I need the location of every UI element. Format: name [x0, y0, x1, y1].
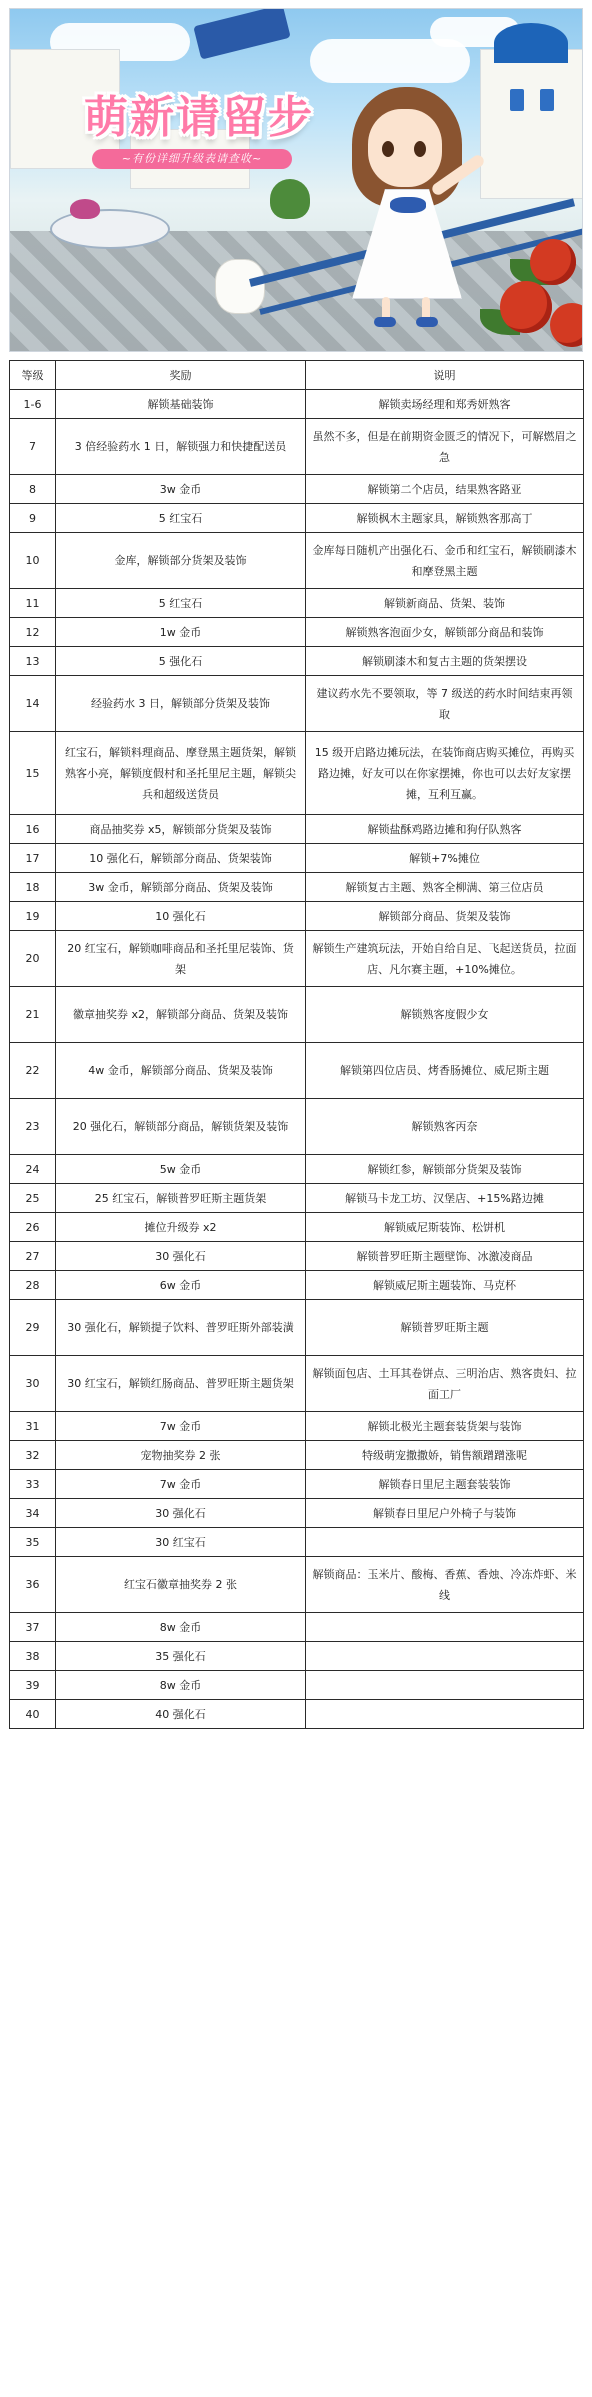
table-row [10, 390, 584, 419]
table-row [10, 1242, 584, 1271]
cell-level: 19 [10, 902, 56, 931]
cell-reward: 经验药水 3 日，解锁部分货架及装饰 [56, 676, 306, 732]
cell-reward: 7w 金币 [56, 1412, 306, 1441]
cell-reward: 红宝石徽章抽奖券 2 张 [56, 1557, 306, 1613]
cell-note [306, 1671, 584, 1700]
cell-reward: 红宝石，解锁料理商品、摩登黑主题货架，解锁熟客小亮，解锁度假村和圣托里尼主题，解锁尖兵和超级送货员 [56, 732, 306, 815]
cell-level: 33 [10, 1470, 56, 1499]
table-row [10, 1155, 584, 1184]
cell-note: 特级萌宠撒撒娇，销售额蹭蹭涨呢 [306, 1441, 584, 1470]
cell-note: 解锁第四位店员、烤香肠摊位、威尼斯主题 [306, 1043, 584, 1099]
table-row [10, 1557, 584, 1613]
cell-level: 9 [10, 504, 56, 533]
cell-note [306, 1613, 584, 1642]
cell-level: 21 [10, 987, 56, 1043]
cell-level: 29 [10, 1300, 56, 1356]
cell-note [306, 1700, 584, 1729]
table-row [10, 1528, 584, 1557]
cell-reward: 5 强化石 [56, 647, 306, 676]
table-header-row [10, 361, 584, 390]
window [540, 89, 554, 111]
cell-level: 18 [10, 873, 56, 902]
cell-note: 解锁普罗旺斯主题壁饰、冰激凌商品 [306, 1242, 584, 1271]
cell-reward: 1w 金币 [56, 618, 306, 647]
cell-note: 解锁红参，解锁部分货架及装饰 [306, 1155, 584, 1184]
cell-note: 解锁第二个店员，结果熟客路亚 [306, 475, 584, 504]
cell-level: 8 [10, 475, 56, 504]
girl-face [368, 109, 442, 187]
table-row [10, 589, 584, 618]
header-level: 等级 [10, 361, 56, 390]
cell-reward: 35 强化石 [56, 1642, 306, 1671]
banner-subtitle: ~有份详细升级表请查收~ [92, 149, 292, 169]
table-row [10, 1213, 584, 1242]
table-row [10, 987, 584, 1043]
header-reward: 奖励 [56, 361, 306, 390]
cell-level: 26 [10, 1213, 56, 1242]
level-reward-table [9, 360, 584, 1729]
cell-reward: 30 强化石，解锁提子饮料、普罗旺斯外部装潢 [56, 1300, 306, 1356]
cell-note: 金库每日随机产出强化石、金币和红宝石，解锁刷漆木和摩登黑主题 [306, 533, 584, 589]
table-row [10, 815, 584, 844]
table-row [10, 1671, 584, 1700]
cell-reward: 40 强化石 [56, 1700, 306, 1729]
cell-reward: 7w 金币 [56, 1470, 306, 1499]
cell-reward: 3w 金币 [56, 475, 306, 504]
cell-note: 解锁北极光主题套装货架与装饰 [306, 1412, 584, 1441]
cell-reward: 商品抽奖券 x5，解锁部分货架及装饰 [56, 815, 306, 844]
cell-note: 解锁复古主题、熟客全柳满、第三位店员 [306, 873, 584, 902]
cafe-table [50, 209, 170, 249]
cell-level: 14 [10, 676, 56, 732]
cell-reward: 10 强化石 [56, 902, 306, 931]
cell-level: 17 [10, 844, 56, 873]
cell-note [306, 1528, 584, 1557]
table-row [10, 1441, 584, 1470]
girl-eye [382, 141, 394, 157]
cell-reward: 徽章抽奖券 x2，解锁部分商品、货架及装饰 [56, 987, 306, 1043]
cell-level: 1-6 [10, 390, 56, 419]
cell-level: 22 [10, 1043, 56, 1099]
table-row [10, 1356, 584, 1412]
cell-reward: 6w 金币 [56, 1271, 306, 1300]
cell-reward: 30 红宝石，解锁红肠商品、普罗旺斯主题货架 [56, 1356, 306, 1412]
cell-note: 解锁威尼斯主题装饰、马克杯 [306, 1271, 584, 1300]
cell-note: 解锁卖场经理和郑秀妍熟客 [306, 390, 584, 419]
cell-note: 解锁马卡龙工坊、汉堡店、+15%路边摊 [306, 1184, 584, 1213]
cell-note: 解锁春日里尼主题套装装饰 [306, 1470, 584, 1499]
cell-reward: 30 红宝石 [56, 1528, 306, 1557]
cell-reward: 30 强化石 [56, 1499, 306, 1528]
cell-note: 解锁盐酥鸡路边摊和狗仔队熟客 [306, 815, 584, 844]
cell-level: 10 [10, 533, 56, 589]
white-dog [215, 259, 265, 314]
table-row [10, 732, 584, 815]
table-row [10, 475, 584, 504]
cell-level: 34 [10, 1499, 56, 1528]
cell-note: 解锁+7%摊位 [306, 844, 584, 873]
table-row [10, 647, 584, 676]
cell-level: 38 [10, 1642, 56, 1671]
girl-eye [414, 141, 426, 157]
cell-note: 解锁部分商品、货架及装饰 [306, 902, 584, 931]
banner-title: 萌新请留步 [84, 92, 314, 143]
cell-reward: 摊位升级券 x2 [56, 1213, 306, 1242]
cell-level: 37 [10, 1613, 56, 1642]
cell-level: 13 [10, 647, 56, 676]
blue-dome [494, 23, 568, 63]
cell-level: 28 [10, 1271, 56, 1300]
table-row [10, 533, 584, 589]
cell-reward: 5 红宝石 [56, 504, 306, 533]
cell-note: 解锁新商品、货架、装饰 [306, 589, 584, 618]
cell-reward: 3 倍经验药水 1 日，解锁强力和快捷配送员 [56, 419, 306, 475]
table-row [10, 419, 584, 475]
cell-note: 解锁威尼斯装饰、松饼机 [306, 1213, 584, 1242]
girl-shoe [416, 317, 438, 327]
table-row [10, 873, 584, 902]
table-row [10, 676, 584, 732]
cell-reward: 解锁基础装饰 [56, 390, 306, 419]
cell-reward: 30 强化石 [56, 1242, 306, 1271]
cell-level: 32 [10, 1441, 56, 1470]
cell-note: 解锁面包店、土耳其卷饼点、三明治店、熟客贵妇、拉面工厂 [306, 1356, 584, 1412]
table-row [10, 1043, 584, 1099]
cell-level: 12 [10, 618, 56, 647]
cell-note: 解锁枫木主题家具，解锁熟客那高丁 [306, 504, 584, 533]
table-row [10, 1613, 584, 1642]
blue-flag-decoration [193, 8, 290, 60]
header-note: 说明 [306, 361, 584, 390]
cell-level: 40 [10, 1700, 56, 1729]
cell-level: 36 [10, 1557, 56, 1613]
cell-reward: 8w 金币 [56, 1671, 306, 1700]
window [510, 89, 524, 111]
cell-note: 解锁普罗旺斯主题 [306, 1300, 584, 1356]
banner-illustration [9, 8, 583, 352]
cell-note: 解锁春日里尼户外椅子与装饰 [306, 1499, 584, 1528]
cell-level: 30 [10, 1356, 56, 1412]
table-row [10, 844, 584, 873]
cell-note: 虽然不多，但是在前期资金匮乏的情况下，可解燃眉之急 [306, 419, 584, 475]
cell-reward: 3w 金币，解锁部分商品、货架及装饰 [56, 873, 306, 902]
potted-plant [270, 179, 310, 219]
cell-note: 解锁熟客丙奈 [306, 1099, 584, 1155]
cell-level: 20 [10, 931, 56, 987]
cell-level: 15 [10, 732, 56, 815]
cell-note: 15 级开启路边摊玩法，在装饰商店购买摊位，再购买路边摊，好友可以在你家摆摊，你也可以去好友家摆摊，互利互赢。 [306, 732, 584, 815]
table-row [10, 902, 584, 931]
red-rose [530, 239, 576, 285]
table-row [10, 1412, 584, 1441]
cell-reward: 20 强化石，解锁部分商品，解锁货架及装饰 [56, 1099, 306, 1155]
cell-note: 解锁生产建筑玩法，开始自给自足、飞起送货员，拉面店、凡尔赛主题，+10%摊位。 [306, 931, 584, 987]
cell-reward: 5 红宝石 [56, 589, 306, 618]
table-row [10, 1099, 584, 1155]
cell-note: 解锁刷漆木和复古主题的货架摆设 [306, 647, 584, 676]
table-row [10, 1642, 584, 1671]
table-row [10, 1470, 584, 1499]
cell-level: 11 [10, 589, 56, 618]
cell-note [306, 1642, 584, 1671]
red-rose [500, 281, 552, 333]
table-row [10, 931, 584, 987]
girl-bow [390, 197, 426, 213]
table-row [10, 1184, 584, 1213]
cell-note: 解锁商品：玉米片、酸梅、香蕉、香烛、冷冻炸虾、米线 [306, 1557, 584, 1613]
cell-note: 解锁熟客泡面少女，解锁部分商品和装饰 [306, 618, 584, 647]
girl-shoe [374, 317, 396, 327]
cell-reward: 金库，解锁部分货架及装饰 [56, 533, 306, 589]
potted-plant [70, 199, 100, 219]
cell-level: 7 [10, 419, 56, 475]
table-row [10, 504, 584, 533]
cell-reward: 8w 金币 [56, 1613, 306, 1642]
table-row [10, 1300, 584, 1356]
building [480, 49, 583, 199]
cell-reward: 20 红宝石，解锁咖啡商品和圣托里尼装饰、货架 [56, 931, 306, 987]
table-row [10, 1271, 584, 1300]
cell-reward: 5w 金币 [56, 1155, 306, 1184]
cell-note: 建议药水先不要领取，等 7 级送的药水时间结束再领取 [306, 676, 584, 732]
cell-level: 25 [10, 1184, 56, 1213]
cell-level: 27 [10, 1242, 56, 1271]
cell-reward: 4w 金币，解锁部分商品、货架及装饰 [56, 1043, 306, 1099]
cell-note: 解锁熟客度假少女 [306, 987, 584, 1043]
cell-reward: 10 强化石，解锁部分商品、货架装饰 [56, 844, 306, 873]
cell-reward: 25 红宝石，解锁普罗旺斯主题货架 [56, 1184, 306, 1213]
cell-level: 24 [10, 1155, 56, 1184]
table-row [10, 618, 584, 647]
cell-level: 35 [10, 1528, 56, 1557]
cell-level: 39 [10, 1671, 56, 1700]
cell-reward: 宠物抽奖券 2 张 [56, 1441, 306, 1470]
table-row [10, 1700, 584, 1729]
cell-level: 23 [10, 1099, 56, 1155]
cell-level: 16 [10, 815, 56, 844]
table-row [10, 1499, 584, 1528]
cell-level: 31 [10, 1412, 56, 1441]
